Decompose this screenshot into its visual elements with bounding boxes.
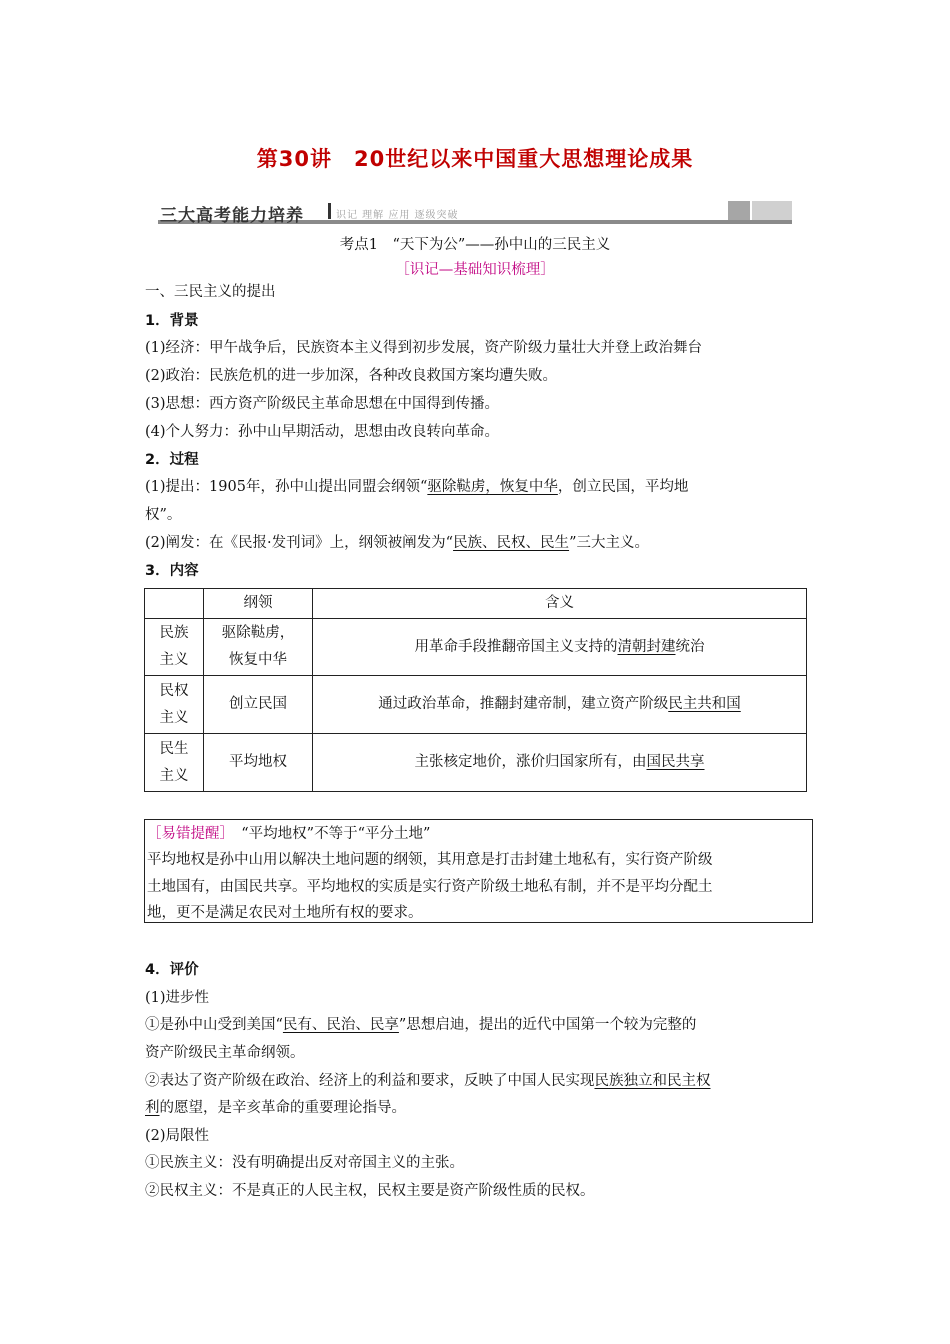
underlined-text: 民族独立和民主权 [594,1073,711,1089]
text: 主义 [159,767,189,784]
topic-heading: 考点1 “天下为公”——孙中山的三民主义 [339,237,611,253]
table-cell [313,734,807,792]
text: ，创立民国，平均地 [557,479,689,495]
text: ①是孙中山受到美国“ [145,1017,283,1033]
paragraph: ②民权主义：不是真正的人民主权，民权主要是资产阶级性质的民权。 [145,1183,595,1199]
underlined-text: 民族、民权、民生 [453,535,570,551]
doctrine-table [144,588,807,792]
paragraph: 资产阶级民主革命纲领。 [145,1045,305,1061]
text: 恢复中华 [229,652,287,668]
text: 统治 [675,638,705,655]
table-cell [204,619,313,676]
paragraph [145,477,688,497]
item-heading-evaluation: 4．评价 [145,962,199,978]
table-header-cell [145,589,204,619]
text: 的愿望，是辛亥革命的重要理论指导。 [159,1100,406,1116]
paragraph: (1)经济：甲午战争后，民族资本主义得到初步发展，资产阶级力量壮大并登上政治舞台 [145,340,703,356]
text: 主义 [159,652,189,668]
text: 通过政治革命，推翻封建帝制，建立资产阶级 [378,696,669,712]
table-cell [313,619,807,676]
banner-subtitle: 识记 理解 应用 逐级突破 [336,210,459,221]
banner-title: 三大高考能力培养 [160,206,304,226]
underlined-text: 驱除鞑虏，恢复中华 [427,479,558,495]
table-row [145,619,807,676]
table-cell [145,676,204,734]
text: 驱除鞑虏， [221,625,295,641]
text: (1)提出：1905年，孙中山提出同盟会纲领“ [145,479,428,495]
table-cell [145,734,204,792]
paragraph: (1)进步性 [145,990,210,1006]
table-cell [313,676,807,734]
paragraph: (3)思想：西方资产阶级民主革命思想在中国得到传播。 [145,396,500,412]
reminder-text: 地，更不是满足农民对土地所有权的要求。 [147,905,423,921]
paragraph [145,1071,711,1091]
banner-block-light [752,201,792,220]
underlined-text: 利 [145,1100,160,1116]
text: 民权 [159,682,189,699]
banner-divider [328,203,331,219]
underlined-text: 国民共享 [646,754,705,770]
table-header-row [145,589,807,619]
paragraph: (2)政治：民族危机的进一步加深，各种改良救国方案均遭失败。 [145,368,558,384]
text: 主张核定地价，涨价归国家所有，由 [414,754,647,770]
text: 用革命手段推翻帝国主义支持的 [414,638,618,655]
section-banner [158,198,792,224]
error-reminder-box [144,819,813,923]
reminder-text: 平均地权是孙中山用以解决土地问题的纲领，其用意是打击封建土地私有，实行资产阶级 [147,852,713,868]
table-header-cell: 纲领 [204,589,313,619]
text: 民生 [159,740,189,757]
underlined-text: 清朝封建 [617,638,676,655]
item-heading-content: 3．内容 [145,563,199,579]
underlined-text: 民主共和国 [668,696,741,712]
paragraph: (4)个人努力：孙中山早期活动，思想由改良转向革命。 [145,424,500,440]
table-cell [145,619,204,676]
underlined-text: 民有、民治、民享 [282,1017,399,1033]
text: ②表达了资产阶级在政治、经济上的利益和要求，反映了中国人民实现 [145,1073,595,1089]
table-cell: 平均地权 [204,734,313,792]
text: ”思想启迪，提出的近代中国第一个较为完整的 [398,1017,697,1033]
paragraph [145,1098,406,1118]
text: (2)阐发：在《民报·发刊词》上，纲领被阐发为“ [145,535,454,551]
lecture-title: 第30讲 20世纪以来中国重大思想理论成果 [256,147,694,171]
subtopic-heading: ［识记—基础知识梳理］ [395,262,555,278]
table-row [145,676,807,734]
section-heading: 一、三民主义的提出 [145,284,276,300]
table-header-cell: 含义 [313,589,807,619]
text: 民族 [159,625,189,641]
text: ”三大主义。 [569,535,649,551]
reminder-text: 土地国有，由国民共享。平均地权的实质是实行资产阶级土地私有制，并不是平均分配土 [147,879,713,895]
item-heading-background: 1．背景 [145,313,199,329]
table-row [145,734,807,792]
reminder-header [147,822,430,843]
paragraph [145,533,649,553]
text: 主义 [159,709,189,726]
item-heading-process: 2．过程 [145,452,199,468]
banner-block-dark [728,201,750,220]
paragraph [145,1015,696,1035]
paragraph: (2)局限性 [145,1128,210,1144]
reminder-label: ［易错提醒］ [147,826,227,842]
reminder-title: “平均地权”不等于“平分土地” [226,826,431,842]
paragraph: ①民族主义：没有明确提出反对帝国主义的主张。 [145,1155,464,1171]
paragraph: 权”。 [145,507,182,523]
table-cell: 创立民国 [204,676,313,734]
